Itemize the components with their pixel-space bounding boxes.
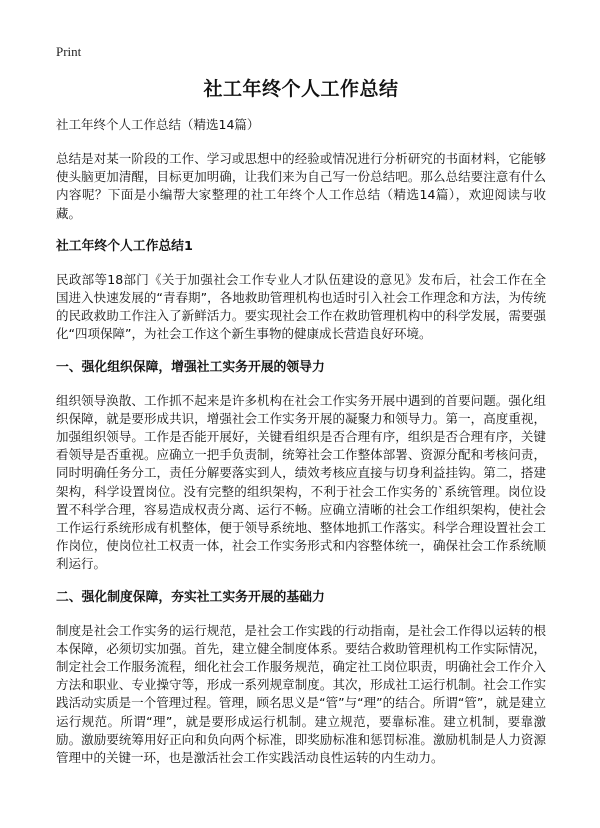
print-link[interactable]: Print [56, 44, 82, 59]
section-paragraph-1: 民政部等18部门《关于加强社会工作专业人才队伍建设的意见》发布后，社会工作在全国进入快速发展的“青春期”，各地救助管理机构也适时引入社会工作理念和方法，为传统的民政救助工作注入了新鲜活力。要实现社会工作在救助管理机构中的科学发展，需要强化“四项保障”，为社会工作这个新生事物的健康成长营造良好环境。 [56, 271, 546, 342]
part-heading-2: 二、强化制度保障，夯实社工实务开展的基础力 [56, 589, 325, 605]
part-paragraph-2: 制度是社会工作实务的运行规范，是社会工作实践的行动指南，是社会工作得以运转的根本保障，必须切实加强。首先，建立健全制度体系。要结合救助管理机构工作实际情况，制定社会工作服务流程，细化社会工作服务规范，确定社工岗位职责，明确社会工作介入方法和职业、专业操守等，形成一系列规章制度。其次，形成社工运行机制。社会工作实践活动实质是一个管理过程。管理，顾名思义是“管”与“理”的结合。所谓“管”，就是建立运行规范。所谓“理”，就是要形成运行机制。建立规范，要靠标准。建立机制，要靠激励。激励要统筹用好正向和负向两个标准，即奖励标准和惩罚标准。激励机制是人力资源管理中的关键一环，也是激活社会工作实践活动良性运转的内生动力。 [56, 622, 546, 766]
intro-paragraph: 总结是对某一阶段的工作、学习或思想中的经验或情况进行分析研究的书面材料，它能够使头脑更加清醒，目标更加明确，让我们来为自己写一份总结吧。那么总结要注意有什么内容呢？下面是小编帮大家整理的社工年终个人工作总结（精选14篇），欢迎阅读与收藏。 [56, 151, 546, 221]
page-title: 社工年终个人工作总结 [203, 78, 399, 100]
document-body [56, 76, 546, 782]
section-heading-1: 社工年终个人工作总结1 [56, 238, 193, 254]
part-heading-1: 一、强化组织保障，增强社工实务开展的领导力 [56, 359, 325, 375]
document-subtitle: 社工年终个人工作总结（精选14篇） [56, 117, 260, 132]
part-paragraph-1: 组织领导涣散、工作抓不起来是许多机构在社会工作实务开展中遇到的首要问题。强化组织保障，就是要形成共识，增强社会工作实务开展的凝聚力和领导力。第一，高度重视，加强组织领导。工作是否能开展好，关键看组织是否合理有序，组织是否合理有序，关键看领导是否重视。应确立一把手负责制，统筹社会工作整体部署、资源分配和考核问责，同时明确任务分工，责任分解要落实到人，绩效考核应直接与切身利益挂钩。第二，搭建架构，科学设置岗位。没有完整的组织架构，不利于社会工作实务的`系统管理。岗位设置不科学合理，容易造成权责分离、运行不畅。应确立清晰的社会工作组织架构，使社会工作运行系统形成有机整体，便于领导系统地、整体地抓工作落实。科学合理设置社会工作岗位，使岗位社工权责一体，社会工作实务形式和内容整体统一，确保社会工作系统顺利运行。 [56, 392, 546, 572]
